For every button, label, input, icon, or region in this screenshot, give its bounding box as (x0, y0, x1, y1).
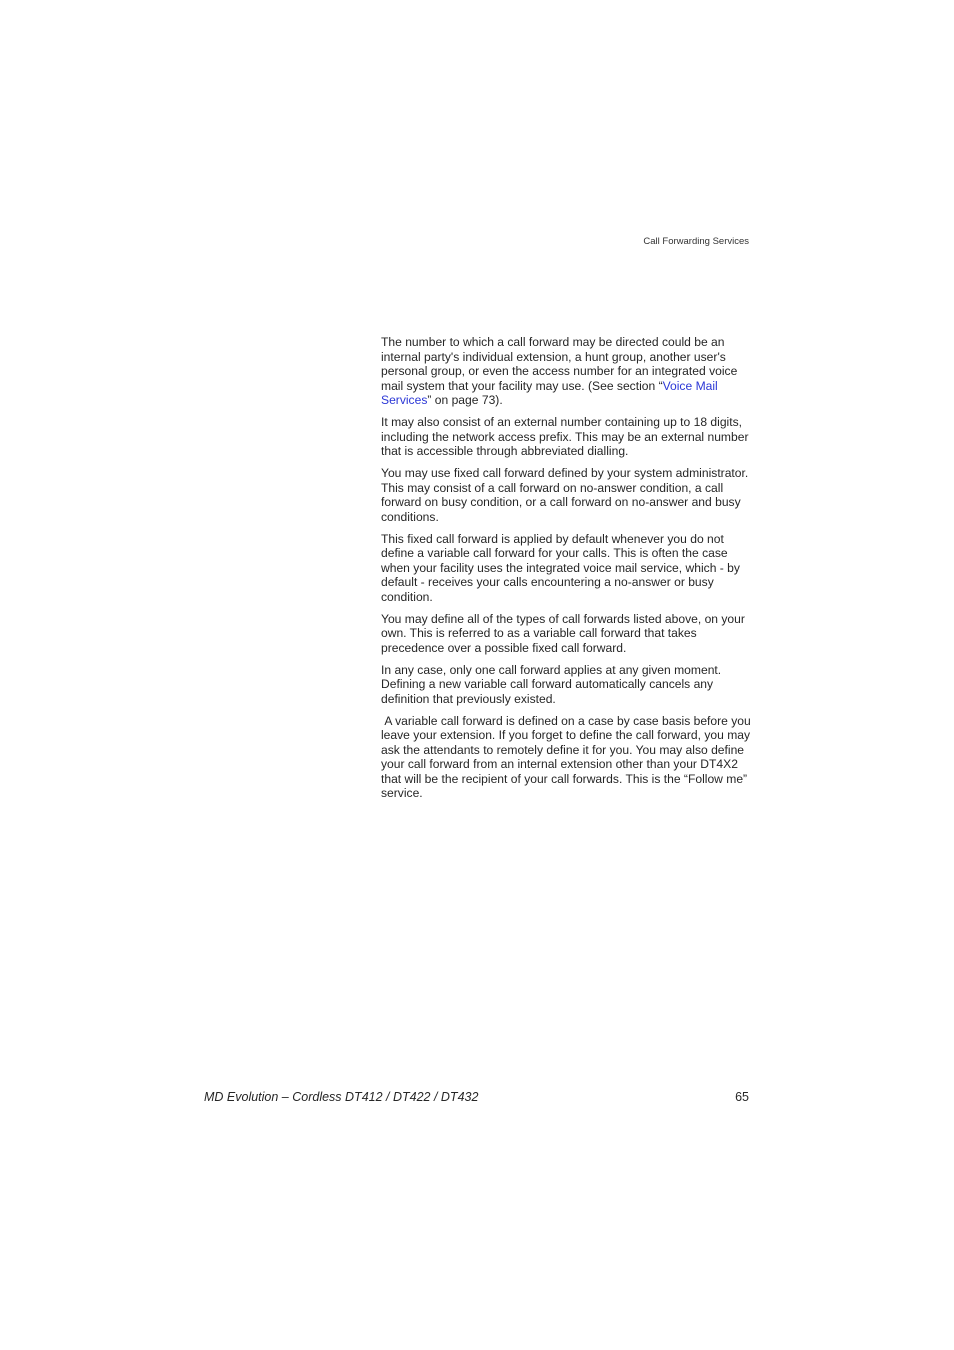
paragraph-external-number: It may also consist of an external number containing up to 18 digits, including the network access prefix. This may be an external number that is accessible through abbreviated dialling. (381, 415, 749, 458)
paragraph-text: The number to which a call forward may be directed could be an internal party's individual extension, a hunt group, another user's personal group, or even the access number for an integrated voice mail system that your facility may use. (See section “ (381, 335, 738, 393)
paragraph-single-call-forward: In any case, only one call forward applies at any given moment. Defining a new variable call forward automatically cancels any definition that previously existed. (381, 662, 722, 706)
body-text (381, 335, 753, 808)
paragraph-variable-call-forward: You may define all of the types of call forwards listed above, on your own. This is referred to as a variable call forward that takes precedence over a possible fixed call forward. (381, 611, 745, 655)
page-number: 65 (735, 1090, 749, 1104)
voice-mail-services-link[interactable]: Voice Mail Services (381, 378, 718, 407)
footer-document-title: MD Evolution – Cordless DT412 / DT422 / DT432 (204, 1090, 479, 1104)
paragraph-text: ” on page 73). (427, 393, 503, 407)
paragraph-follow-me: A variable call forward is defined on a case by case basis before you leave your extension. If you forget to define the call forward, you may ask the attendants to remotely define it for you. You may also define your call forward from an internal extension other than your DT4X2 that will be the recipient of your call forwards. This is the “Follow me” service. (381, 713, 755, 800)
paragraph-fixed-call-forward: You may use fixed call forward defined by your system administrator. This may consist of a call forward on no-answer condition, a call forward on busy condition, or a call forward on no-answer and busy conditions. (381, 466, 749, 524)
page-footer (204, 1090, 749, 1108)
paragraph-default-behaviour: This fixed call forward is applied by default whenever you do not define a variable call forward for your calls. This is often the case when your facility uses the integrated voice mail service, which - by default - receives your calls encountering a no-answer or busy condition. (381, 531, 740, 604)
running-header: Call Forwarding Services (643, 236, 749, 247)
paragraph-voice-mail-reference (381, 335, 753, 408)
